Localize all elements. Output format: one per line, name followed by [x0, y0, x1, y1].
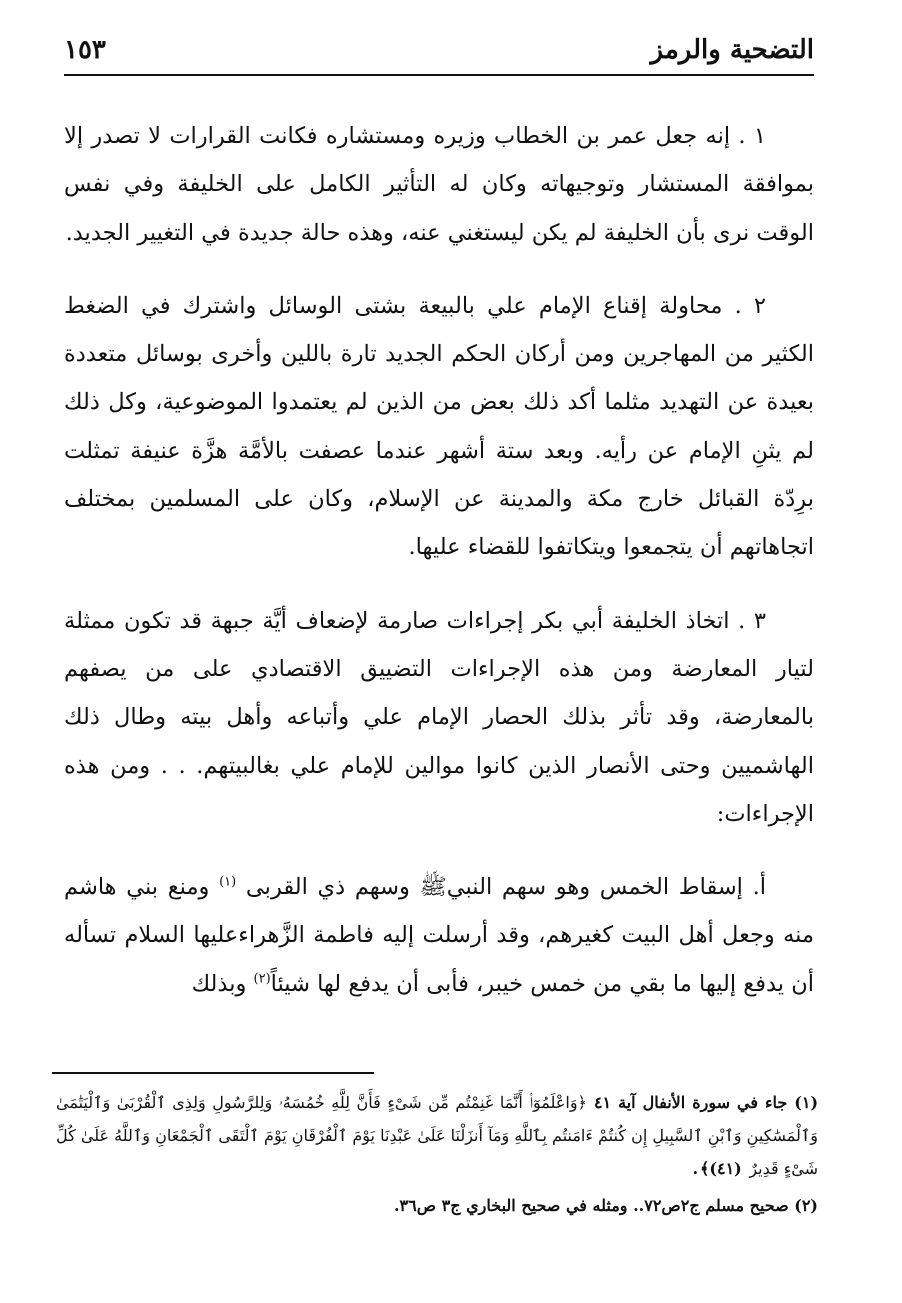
page-header	[64, 28, 814, 72]
paragraph-a	[64, 863, 814, 1008]
paragraph-a-text-2: ومنع بني هاشم منه وجعل أهل البيت كغيرهم، وقد أرسلت إليه فاطمة الزَّهراءعليها السلام تسأله أن يدفع إليها ما بقي من خمس خيبر، فأبى أن يدفع لها شيئاً	[64, 874, 814, 997]
footnote-1-prefix: (١) جاء في سورة الأنفال آية ٤١	[593, 1093, 819, 1112]
footnotes	[56, 1086, 818, 1226]
quran-verse: ﴿وَاعْلَمُوٓا۟ أَنَّمَا غَنِمْتُم مِّن شَىْءٍ فَأَنَّ لِلَّهِ خُمُسَهُۥ وَلِلرَّسُولِ وَلِذِى ٱلْقُرْبَىٰ وَٱلْيَتَٰمَىٰ وَٱلْمَسَٰكِينِ وَٱبْنِ ٱلسَّبِيلِ إِن كُنتُمْ ءَامَنتُم بِٱللَّهِ وَمَآ أَنزَلْنَا عَلَىٰ عَبْدِنَا يَوْمَ ٱلْفُرْقَانِ يَوْمَ ٱلْتَقَى ٱلْجَمْعَانِ وَٱللَّهُ عَلَىٰ كُلِّ شَىْءٍ قَدِيرٌ	[56, 1093, 818, 1178]
header-rule	[64, 74, 814, 76]
paragraph-a-text-1: أ. إسقاط الخمس وهو سهم النبيﷺ وسهم ذي القربى	[245, 874, 767, 901]
footnote-2: (٢) صحيح مسلم ج٢ص٧٢.. ومثله في صحيح البخاري ج٣ ص٣٦.	[393, 1196, 818, 1215]
footnote-ref-1[interactable]: (١)	[219, 874, 237, 890]
footnote-divider	[52, 1072, 374, 1074]
paragraph-a-text-3: وبذلك	[191, 970, 247, 997]
paragraph-3: ٣ . اتخاذ الخليفة أبي بكر إجراءات صارمة لإضعاف أيَّة جبهة قد تكون ممثلة لتيار المعارضة ومن هذه الإجراءات التضييق الاقتصادي على من يصفهم بالمعارضة، وقد تأثر بذلك الحصار الإمام علي وأتباعه وأهل بيته وطال ذلك الهاشميين وحتى الأنصار الذين كانوا موالين للإمام علي بغالبيتهم. . . ومن هذه الإجراءات:	[64, 607, 814, 827]
footnote-1-end: .	[692, 1159, 699, 1178]
paragraph-2: ٢ . محاولة إقناع الإمام علي بالبيعة بشتى الوسائل واشترك في الضغط الكثير من المهاجرين ومن أركان الحكم الجديد تارة باللين وأخرى بوسائل متعددة بعيدة عن التهديد مثلما أكد ذلك بعض من الذين لم يعتمدوا الموضوعية، وكل ذلك لم يثنِ الإمام عن رأيه. وبعد ستة أشهر عندما عصفت بالأمَّة هزَّة عنيفة تمثلت برِدّة القبائل خارج مكة والمدينة عن الإسلام، وكان على المسلمين بمختلف اتجاهاتهم أن يتجمعوا ويتكاتفوا للقضاء عليها.	[64, 292, 814, 561]
footnote-1	[56, 1086, 818, 1185]
page-number: ١٥٣	[64, 35, 106, 65]
footnote-ref-2[interactable]: (٢)	[253, 971, 271, 987]
body-text	[64, 112, 814, 1033]
running-title: التضحية والرمز	[650, 35, 814, 65]
paragraph-1: ١ . إنه جعل عمر بن الخطاب وزيره ومستشاره فكانت القرارات لا تصدر إلا بموافقة المستشار وتوجيهاته وكان له التأثير الكامل على الخليفة وفي نفس الوقت نرى بأن الخليفة لم يكن ليستغني عنه، وهذه حالة جديدة في التغيير الجديد.	[64, 123, 814, 246]
verse-number-marker: (٤١)﴾	[700, 1159, 742, 1178]
